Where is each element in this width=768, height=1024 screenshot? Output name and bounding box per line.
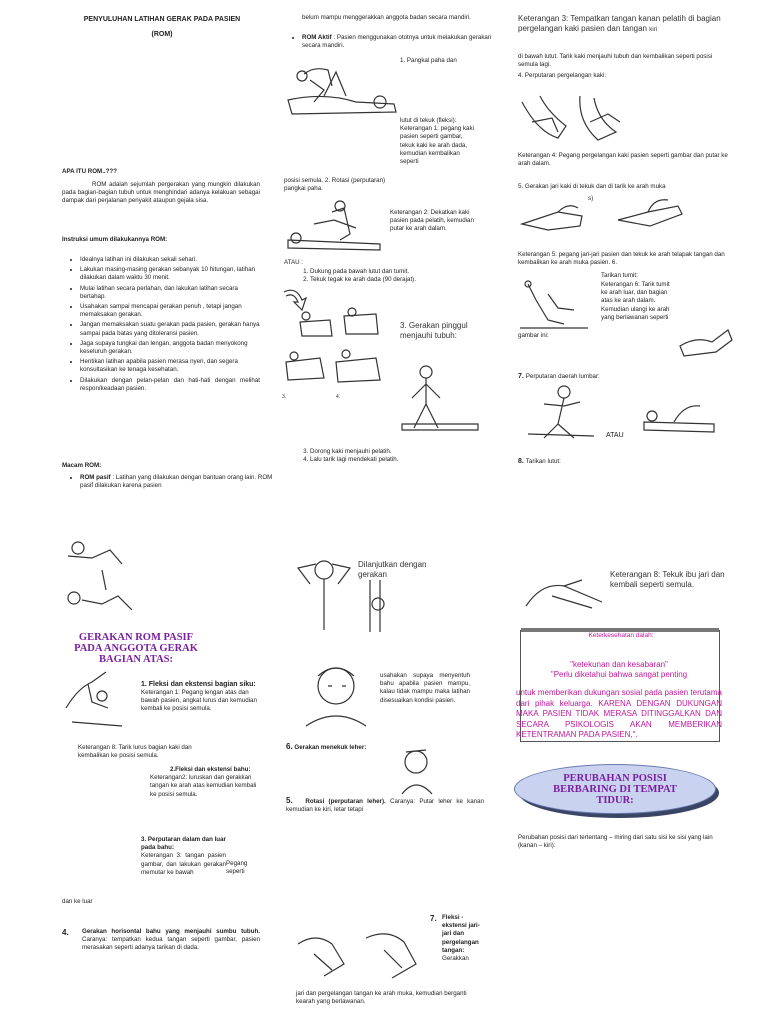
tarikan-tumit: Tarikan tumit: — [601, 272, 638, 279]
gambar-ini: gambar ini: — [518, 332, 549, 339]
instruksi-list — [62, 256, 260, 395]
fleksi2: 2.Fleksi dan ekstensi bahu: Keterangan2: luruskan dan gerakkan tangan ke arah atas kemudian kembali ke posisi semula. — [150, 766, 257, 798]
ket3-small: di bawah lutut. Tarik kaki menjauhi tubuh dan kembalikan seperti posisi semula lagi. — [518, 53, 713, 69]
list-item: • Hentikan latihan apabila pasien merasa nyeri, dan segera konsultasikan ke tenaga kesehatan. — [80, 358, 260, 374]
col2-cont-text: belum mampu menggerakkan anggota badan secara mandiri. — [302, 14, 471, 21]
arm-raise-illustration — [358, 576, 392, 636]
ket2-text: Keterangan 2: Dekatkan kaki pasien pada pelatih, kemudian putar ke arah dalam. — [390, 209, 474, 233]
atau-list — [296, 268, 490, 284]
svg-text:3.: 3. — [282, 394, 287, 400]
heel-pull-illustration — [518, 280, 598, 335]
list-item: 3. Dorong kaki menjauhi pelatih. — [310, 448, 490, 456]
neck-flexion-illustration — [392, 744, 442, 798]
ket8-lower: Keterangan 8: Tarik lurus bagian kaki dan kembalikan ke posisi semula. — [78, 744, 192, 760]
lumbar-rotation-illustration — [524, 384, 724, 444]
pangkal-item: 1. Pangkal paha dan — [400, 57, 457, 64]
elbow-exercise-illustration — [62, 540, 152, 640]
apa-heading: APA ITU ROM..??? — [62, 168, 117, 175]
ket3-text: Keterangan 3: Tempatkan tangan kanan pelatih di bagian pergelangan kaki pasien dan tangan kiri — [518, 14, 721, 33]
posisi-semula: posisi semula. 2. Rotasi (perputaran) pangkai paha. — [284, 177, 386, 193]
ket6-text: Keterangan 6: Tarik tumit ke arah luar, dan bagian atas ke arah dalam. Kemudian ulangi ke arah yang berlawanan seperti — [601, 281, 670, 321]
atau-label: ATAU : — [284, 259, 304, 266]
banner-text: PERUBAHAN POSISI BERBARING DI TEMPAT TIDUR: — [553, 772, 677, 806]
section-heading-upper: GERAKAN ROM PASIF PADA ANGGOTA GERAK BAGIAN ATAS: — [74, 632, 198, 665]
item6-lower: 6. Gerakan menekuk leher: — [286, 742, 367, 751]
hip-abduction-illustration — [400, 364, 480, 434]
list-item: 2. Tekuk tegak ke arah dada (90 derajat). — [310, 276, 490, 284]
thumb-flexion-illustration — [522, 576, 608, 616]
perubahan-text: Perubahan posisi dari tertentang – miring dari satu sisi ke sisi yang lain (kanan – kiri): — [518, 834, 713, 850]
item4: 4. Perputaran pergelangan kaki: — [518, 72, 607, 79]
gerakan3-text: 3. Gerakan pinggul menjauhi tubuh: — [400, 321, 468, 340]
rom-aktif-list — [284, 34, 497, 52]
box-body: untuk memberikan dukungan sosial pada pasien terutama dari pihak keluarga. KARENA DENGAN DUKUNGAN MAKA PASIEN TIDAK MERASA DITINGGALKAN DAN SECARA PSIKOLOGIS AKAN MEMBERIKAN KETENTRAMAN PADA PASIEN,". — [516, 688, 722, 739]
list-item: • Jaga supaya tungkai dan lengan, anggota badan menyokong keseluruh gerakan. — [80, 340, 260, 356]
lutut-text: lutut di tekuk (fleksi): Keterangan 1: pegang kaki pasien seperti gambar, tekuk kaki ke arah dada, kemudian kembalikan seperti — [400, 117, 474, 166]
position-banner — [514, 764, 716, 814]
item7-lower: 7. Fleksi - ekstensi jari-jari dan pergelangan tangan: Gerakkan — [430, 914, 480, 963]
list-item: • ROM Aktif : Pasien menggunakan ototnya untuk melakukan gerakan secara mandiri. — [302, 34, 497, 50]
list-item: • Dilakukan dengan pelan-pelan dan hati-hati dengan melihat respon/keadaan pasien. — [80, 377, 260, 393]
list-item: • Jangan memaksakan suatu gerakan pada pasien, gerakan hanya sampai pada batas yang ditoleransi pasien. — [80, 321, 260, 337]
ankle-rotation-illustration — [518, 92, 628, 152]
item8: 8. Tarikan lutut: — [518, 458, 561, 465]
doc-title: PENYULUHAN LATIHAN GERAK PADA PASIEN (ROM) — [83, 16, 241, 38]
hip-rotation-illustration — [284, 200, 388, 255]
ket5-text: Keterangan 5: pegang jari-jari pasien dan tekuk ke arah telapak tangan dan kembalikan ke arah muka pasien. 6. — [518, 251, 725, 267]
atau-label-col3: ATAU — [606, 432, 624, 439]
list-item: • ROM pasif : Latihan yang dilakukan dengan bantuan orang lain. ROM pasif dilakukan karena pasien — [80, 474, 280, 490]
item5-lower: 5. Rotasi (perputaran leher). Caranya: Putar leher ke kanan kemudian ke kiri, letar tetapi — [286, 796, 484, 814]
head-flexion-illustration — [296, 656, 376, 736]
item5-text: 5. Gerakan jari kaki di tekuk dan di tarik ke arah muka — [518, 183, 666, 190]
list-item: 4. Lalu tarik lagi mendekati pelatih. — [310, 456, 490, 464]
list-item: • Mulai latihan secara perlahan, dan lakukan latihan secara bertahap. — [80, 285, 260, 301]
list-item: 1. Dukung pada bawah lutut dan tumit. — [310, 268, 490, 276]
item5-tail: s) — [588, 195, 594, 202]
macam-heading: Macam ROM: — [62, 462, 102, 469]
ket8-thumb: Keterangan 8: Tekuk ibu jari dan kembali seperti semula. — [610, 570, 725, 589]
macam-list — [62, 474, 280, 492]
shoulder-touch-illustration — [290, 554, 360, 634]
hip-flexion-illustration — [284, 62, 402, 117]
box-top-line: Keterkesehatan dalah: — [588, 632, 654, 639]
leg-rotation-sequence-illustration — [280, 286, 400, 406]
dilanjutkan-text: Dilanjutkan dengan gerakan — [358, 560, 427, 579]
toe-flexion-illustration — [518, 190, 693, 240]
item4-lower: 4. Gerakan horisontal bahu yang menjauhi sumbu tubuh. Caranya: tempatkan kedua tangan seperti gambar, pasien merasakan seperti adanya tarikan di dada. — [62, 928, 260, 952]
dorong-list — [296, 448, 490, 464]
list-item: • Usahakan sampai mencapai gerakan penuh , tetapi jangan memaksakan gerakan. — [80, 303, 260, 319]
pegang-seperti: Pegang seperti — [226, 860, 248, 876]
list-item: • Idealnya latihan ini dilakukan sekali sehari. — [80, 256, 260, 264]
wrist-flexion-illustration — [292, 924, 432, 990]
item7-cont: jari dan pergelangan tangan ke arah muka, kemudian berganti kearah yang berlawanan. — [296, 990, 467, 1006]
ket4-text: Keterangan 4: Pegang pergelangan kaki pasien seperti gambar dan putar ke arah dalam. — [518, 152, 728, 168]
apa-text: ROM adalah sejumlah pergerakan yang mungkin dilakukan pada bagian-bagian tubuh untuk menghindari adanya kelakuan sebagai dampak dari perjalanan penyakit ataupun gejala sisa. — [62, 181, 260, 205]
list-item: • Lakukan masing-masing gerakan sebanyak 10 hitungan, latihan dilakukan dalam waktu 30 menit. — [80, 266, 260, 282]
usahakan-text: usahakan supaya menyentuh bahu apabila pasien mampu, kalau tidak mampu maka latihan disesuaikan kondisi pasien. — [380, 672, 470, 704]
box-quote: "ketekunan dan kesabaran" "Perlu diketahui bahwa sangat penting — [550, 660, 688, 679]
dan-ke-luar: dan ke luar — [62, 898, 93, 905]
heel-rotation-illustration — [676, 316, 736, 360]
item7: 7. Perputaran daerah lumbar: — [518, 373, 600, 380]
elbow-flexion-illustration — [62, 668, 140, 730]
fleksi3: 3. Perputaran dalam dan luar pada bahu: Keterangan 3: tangan pasien gambar, dan lakukan gerakan memutar ke bawah — [141, 836, 226, 876]
svg-text:4.: 4. — [336, 394, 341, 400]
fleksi1: 1. Fleksi dan ekstensi bagian siku: Keterangan 1: Pegang lengan atas dan bawah pasien, angkat lurus dan kemudian kembali ke posisi semula. — [141, 681, 257, 713]
instruksi-heading: Instruksi umum dilakukannya ROM: — [62, 236, 168, 243]
